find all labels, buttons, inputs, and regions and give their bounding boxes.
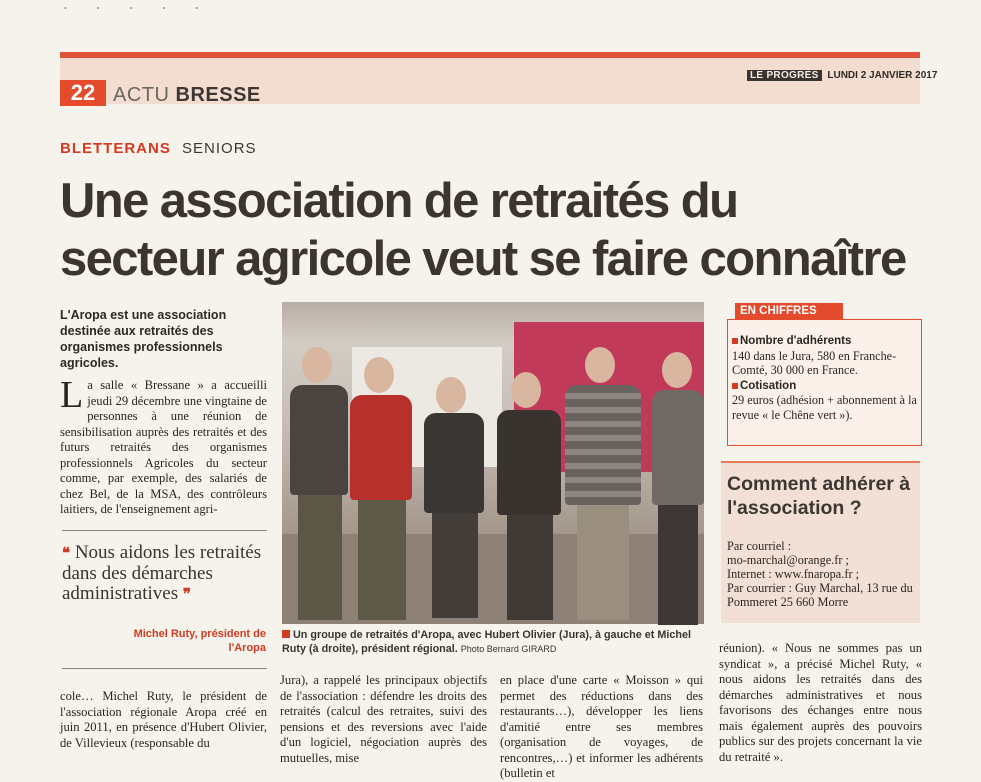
- article-intro: [60, 374, 267, 518]
- bullet-square-icon: [732, 338, 738, 344]
- figures-title: EN CHIFFRES: [735, 303, 843, 320]
- join-title: Comment adhérer à l'association ?: [727, 473, 911, 519]
- masthead: [747, 70, 937, 81]
- issue-date: LUNDI 2 JANVIER 2017: [827, 70, 938, 81]
- column-3: en place d'une carte « Moisson » qui permet des réductions dans des restaurants…), développer les liens d'amitié entre ses membres (organisation de voyages, de rencontres,…) et informer les adhérents (bulletin et: [500, 673, 703, 780]
- fee-text: 29 euros (adhésion + abonnement à la revue « le Chêne vert »).: [732, 393, 917, 422]
- bullet-square-icon: [732, 383, 738, 389]
- fee-label: Cotisation: [740, 379, 797, 392]
- region-name: BRESSE: [175, 84, 261, 106]
- quote-open-icon: ❝: [62, 545, 71, 562]
- section-rubric: [113, 84, 261, 107]
- pull-quote: [62, 543, 267, 605]
- caption-square-icon: [282, 630, 290, 638]
- intro-text: a salle « Bressane » a accueilli jeudi 29 décembre une vingtaine de personnes à une réunion de sensibilisation auprès des retraités et des futurs retraités des organismes professionnels Agricoles du secteur comme, par exemple, des salariés de chez Bel, de la MSA, des contrôleurs laitiers, de l'enseignement agri-: [60, 378, 267, 516]
- article-headline: [60, 172, 940, 288]
- column-4: réunion). « Nous ne sommes pas un syndicat », a précisé Michel Ruty, « nous aidons les retraités dans des démarches administratives et nous favorisons des échanges entre nous mais également auprès des pouvoirs publics sur des projets concernant la vie du retraité ».: [719, 641, 922, 764]
- article-lead: L'Aropa est une association destinée aux retraités des organismes professionnels agricoles.: [60, 308, 227, 370]
- article-photo: [282, 302, 704, 624]
- join-mail-label: Par courriel :: [727, 539, 792, 553]
- members-label: Nombre d'adhérents: [740, 335, 852, 347]
- photo-caption: [282, 628, 712, 656]
- article-category: SENIORS: [182, 140, 257, 157]
- join-web: Internet : www.fnaropa.fr ;: [727, 567, 860, 581]
- photo-credit: Photo Bernard GIRARD: [460, 644, 557, 654]
- column-1: cole… Michel Ruty, le président de l'association régionale Aropa créé en juin 2011, en présence d'Hubert Olivier, de Villevieux (responsable du: [60, 689, 267, 750]
- quote-rule-bottom: [62, 668, 267, 669]
- figures-content: [732, 333, 919, 422]
- article-location: BLETTERANS: [60, 140, 171, 157]
- quote-author: Michel Ruty, président de l'Aropa: [133, 628, 266, 654]
- headline-line-1: Une association de retraités du: [60, 174, 738, 228]
- drop-cap: L: [60, 374, 84, 416]
- quote-text: Nous aidons les retraités dans des démarches administratives: [62, 542, 262, 604]
- caption-text: Un groupe de retraités d'Aropa, avec Hubert Olivier (Jura), à gauche et Michel Ruty (à droite), président régional.: [282, 629, 691, 655]
- page-number: 22: [60, 80, 106, 106]
- quote-rule-top: [62, 530, 267, 531]
- join-mail-value: mo-marchal@orange.fr ;: [727, 553, 849, 567]
- headline-line-2: secteur agricole veut se faire connaître: [60, 232, 906, 286]
- section-name: ACTU: [113, 84, 170, 106]
- members-text: 140 dans le Jura, 580 en Franche-Comté, 30 000 en France.: [732, 348, 897, 377]
- column-2: Jura), a rappelé les principaux objectifs de l'association : défendre les droits des retraités (calcul des retraites, suivi des pensions et des reversions avec l'aide d'un logiciel, négociation auprès des mutuelles, mise: [280, 673, 487, 765]
- newspaper-logo: LE PROGRÈS: [747, 70, 822, 81]
- quote-close-icon: ❞: [182, 586, 191, 603]
- join-content: [727, 539, 917, 609]
- print-dots: •••••: [64, 4, 229, 13]
- join-post: Par courrier : Guy Marchal, 13 rue du Pommeret 25 660 Morre: [727, 581, 913, 609]
- article-kicker: [60, 140, 257, 157]
